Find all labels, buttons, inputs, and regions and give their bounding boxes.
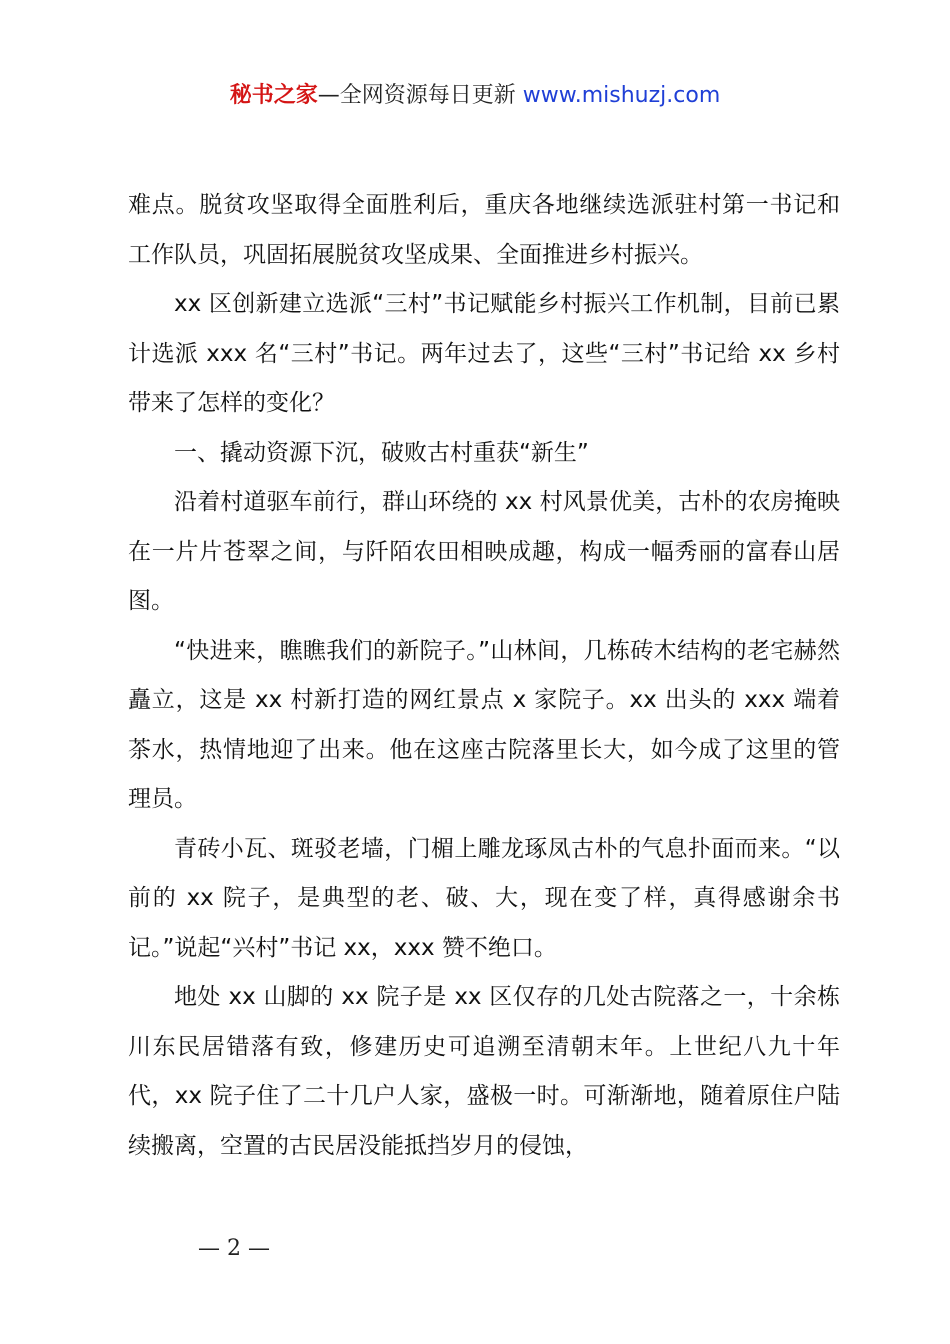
paragraph: 地处 xx 山脚的 xx 院子是 xx 区仅存的几处古院落之一，十余栋川东民居错落有致，修建历史可追溯至清朝末年。上世纪八九十年代，xx 院子住了二十几户人家，盛极一时。可渐渐地，随着原住户陆续搬离，空置的古民居没能抵挡岁月的侵蚀， [128,984,840,1159]
paragraph: 青砖小瓦、斑驳老墙，门楣上雕龙琢凤古朴的气息扑面而来。“以前的 xx 院子，是典型的老、破、大，现在变了样，真得感谢余书记。”说起“兴村”书记 xx，xxx 赞不绝口。 [128,835,840,961]
website-link[interactable]: www.mishuzj.com [522,83,721,108]
page-number: — 2 — [198,1236,270,1261]
brand-name: 秘书之家 [229,83,318,108]
paragraph-continued: 难点。脱贫攻坚取得全面胜利后，重庆各地继续选派驻村第一书记和工作队员，巩固拓展脱贫攻坚成果、全面推进乡村振兴。 [128,192,840,268]
paragraph: 沿着村道驱车前行，群山环绕的 xx 村风景优美，古朴的农房掩映在一片片苍翠之间，与阡陌农田相映成趣，构成一幅秀丽的富春山居图。 [128,489,840,614]
paragraph: xx 区创新建立选派“三村”书记赋能乡村振兴工作机制，目前已累计选派 xxx 名“三村”书记。两年过去了，这些“三村”书记给 xx 乡村带来了怎样的变化？ [128,291,840,416]
paragraph: “快进来，瞧瞧我们的新院子。”山林间，几栋砖木结构的老宅赫然矗立，这是 xx 村新打造的网红景点 x 家院子。xx 出头的 xxx 端着茶水，热情地迎了出来。他在这座古院落里长大，如今成了这里的管理员。 [128,637,840,812]
page-header [0,80,950,112]
article-body [128,181,840,1171]
section-heading: 一、撬动资源下沉，破败古村重获“新生” [174,439,589,466]
header-tagline: —全网资源每日更新 [317,83,516,108]
